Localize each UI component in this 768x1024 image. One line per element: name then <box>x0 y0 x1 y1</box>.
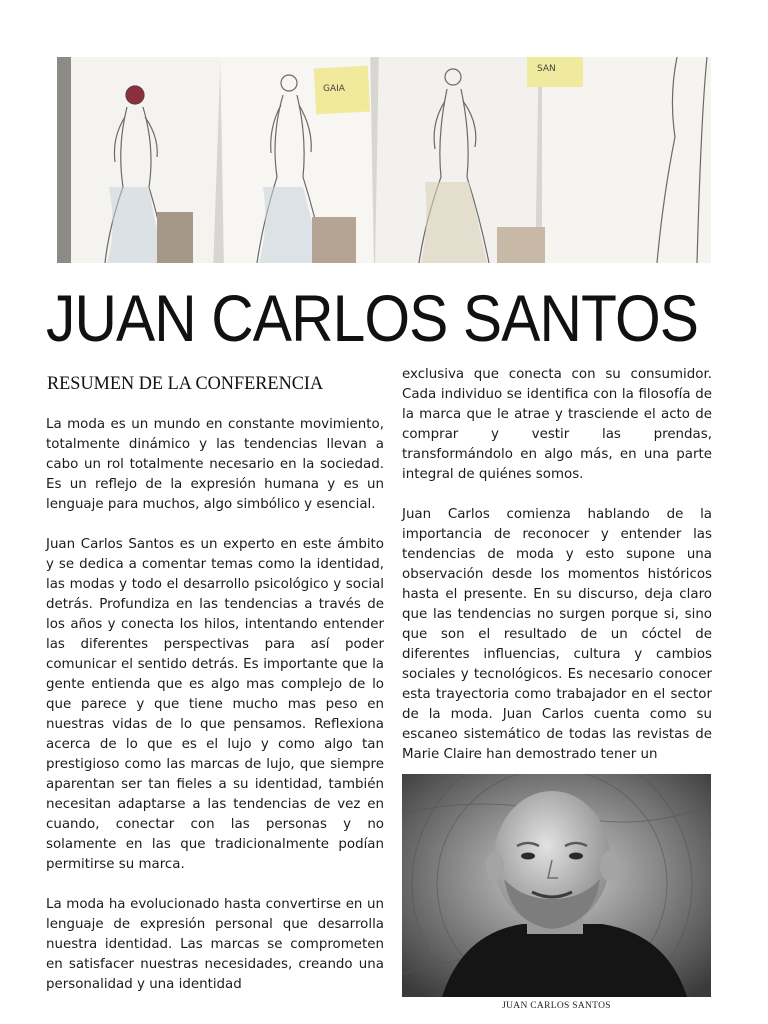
page-title: JUAN CARLOS SANTOS <box>46 281 699 355</box>
sticky-note-label: SAN <box>537 64 556 74</box>
portrait-image <box>402 774 711 997</box>
paragraph: La moda es un mundo en constante movimiento, totalmente dinámico y las tendencias llevan a cabo un rol totalmente necesario en la sociedad. Es un reflejo de la expresión humana y es un lenguaje para muchos, algo simbólico y esencial. <box>46 417 384 512</box>
section-subtitle: RESUMEN DE LA CONFERENCIA <box>47 373 324 394</box>
sticky-note-label: GAIA <box>323 84 345 94</box>
paragraph: Juan Carlos Santos es un experto en este ámbito y se dedica a comentar temas como la identidad, las modas y todo el desarrollo psicológico y social detrás. Profundiza en las tendencias a través de los años y conecta los hilos, intentando entender las diferentes perspectivas para así poder comunicar el sentido detrás. Es importante que la gente entienda que es algo mas complejo de lo que parece y que tiene mucho mas peso en nuestras vidas de lo que pensamos. Reflexiona acerca de lo que es el lujo y como algo tan prestigioso como las marcas de lujo, que siempre aparentan ser tan fieles a su identidad, también necesitan adaptarse a las tendencias de vez en cuando, conectar con las personas y no solamente en las que tradicionalmente podían permitirse su marca. <box>46 537 384 872</box>
paragraph: exclusiva que conecta con su consumidor. Cada individuo se identifica con la filosofía de la marca que le atrae y trasciende el acto de comprar y vestir las prendas, transformándolo en algo más, en una parte integral de quiénes somos. <box>402 367 712 482</box>
paragraph: Juan Carlos comienza hablando de la importancia de reconocer y entender las tendencias de moda y esto supone una observación desde los momentos históricos hasta el presente. En su discurso, deja claro que las tendencias no surgen porque si, sino que son el resultado de un cóctel de diferentes influencias, cultura y cambios sociales y tecnológicos. Es necesario conocer esta trayectoria como trabajador en el sector de la moda. Juan Carlos cuenta como su escaneo sistemático de todas las revistas de Marie Claire han demostrado tener un <box>402 507 712 762</box>
right-column <box>402 365 712 765</box>
portrait-caption: JUAN CARLOS SANTOS <box>502 1001 611 1011</box>
hero-fashion-sketches-image <box>57 57 711 263</box>
left-column <box>46 415 384 995</box>
paragraph: La moda ha evolucionado hasta convertirse en un lenguaje de expresión personal que desarrolla nuestra identidad. Las marcas se comprometen en satisfacer nuestras necesidades, creando una personalidad y una identidad <box>46 897 384 992</box>
